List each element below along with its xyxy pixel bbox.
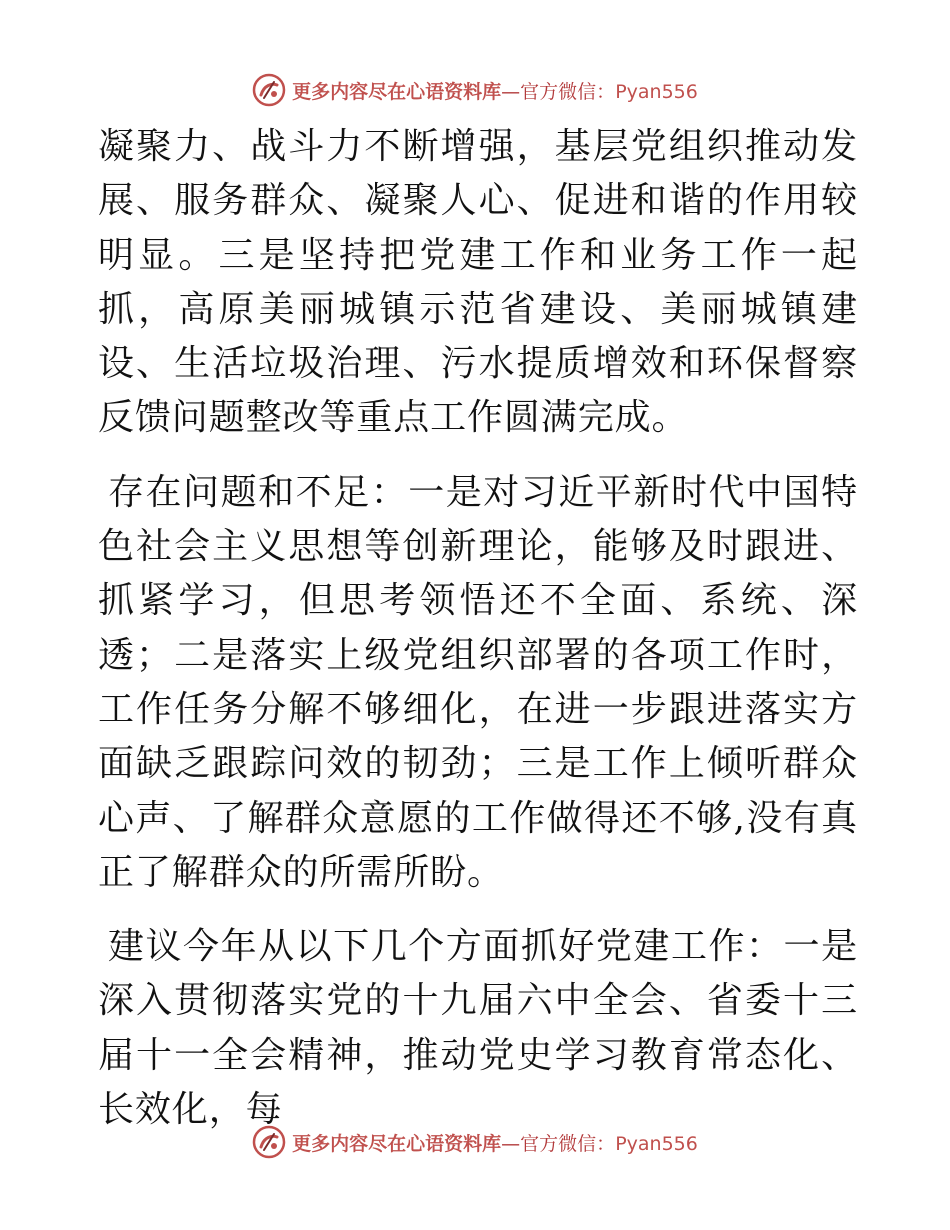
watermark-text: [292, 77, 698, 104]
watermark-wechat-id: Pyan556: [615, 1132, 698, 1155]
watermark-wechat-id: Pyan556: [615, 80, 698, 103]
watermark-wechat-label: 官方微信：: [520, 1132, 616, 1155]
watermark-separator: —: [501, 80, 521, 103]
paragraph-1: 凝聚力、战斗力不断增强，基层党组织推动发展、服务群众、凝聚人心、促进和谐的作用较明显。三是坚持把党建工作和业务工作一起抓，高原美丽城镇示范省建设、美丽城镇建设、生活垃圾治理、污水提质增效和环保督察反馈问题整改等重点工作圆满完成。: [98, 126, 858, 439]
watermark-text: [292, 1129, 698, 1156]
footer-watermark: [0, 1122, 950, 1162]
seal-logo-icon: [252, 1125, 286, 1159]
paragraph-3: 建议今年从以下几个方面抓好党建工作：一是深入贯彻落实党的十九届六中全会、省委十三届十一全会精神，推动党史学习教育常态化、长效化，每: [98, 926, 858, 1131]
watermark-site-text: 更多内容尽在心语资料库: [292, 1132, 502, 1155]
paragraph-2: 存在问题和不足：一是对习近平新时代中国特色社会主义思想等创新理论，能够及时跟进、抓紧学习，但思考领悟还不全面、系统、深透；二是落实上级党组织部署的各项工作时，工作任务分解不够细化，在进一步跟进落实方面缺乏跟踪问效的韧劲；三是工作上倾听群众心声、了解群众意愿的工作做得还不够,没有真正了解群众的所需所盼。: [98, 471, 858, 893]
watermark-wechat-label: 官方微信：: [520, 80, 616, 103]
header-watermark: [0, 70, 950, 110]
document-body: [98, 120, 858, 1137]
seal-logo-icon: [252, 73, 286, 107]
watermark-site-text: 更多内容尽在心语资料库: [292, 80, 502, 103]
watermark-separator: —: [501, 1132, 521, 1155]
